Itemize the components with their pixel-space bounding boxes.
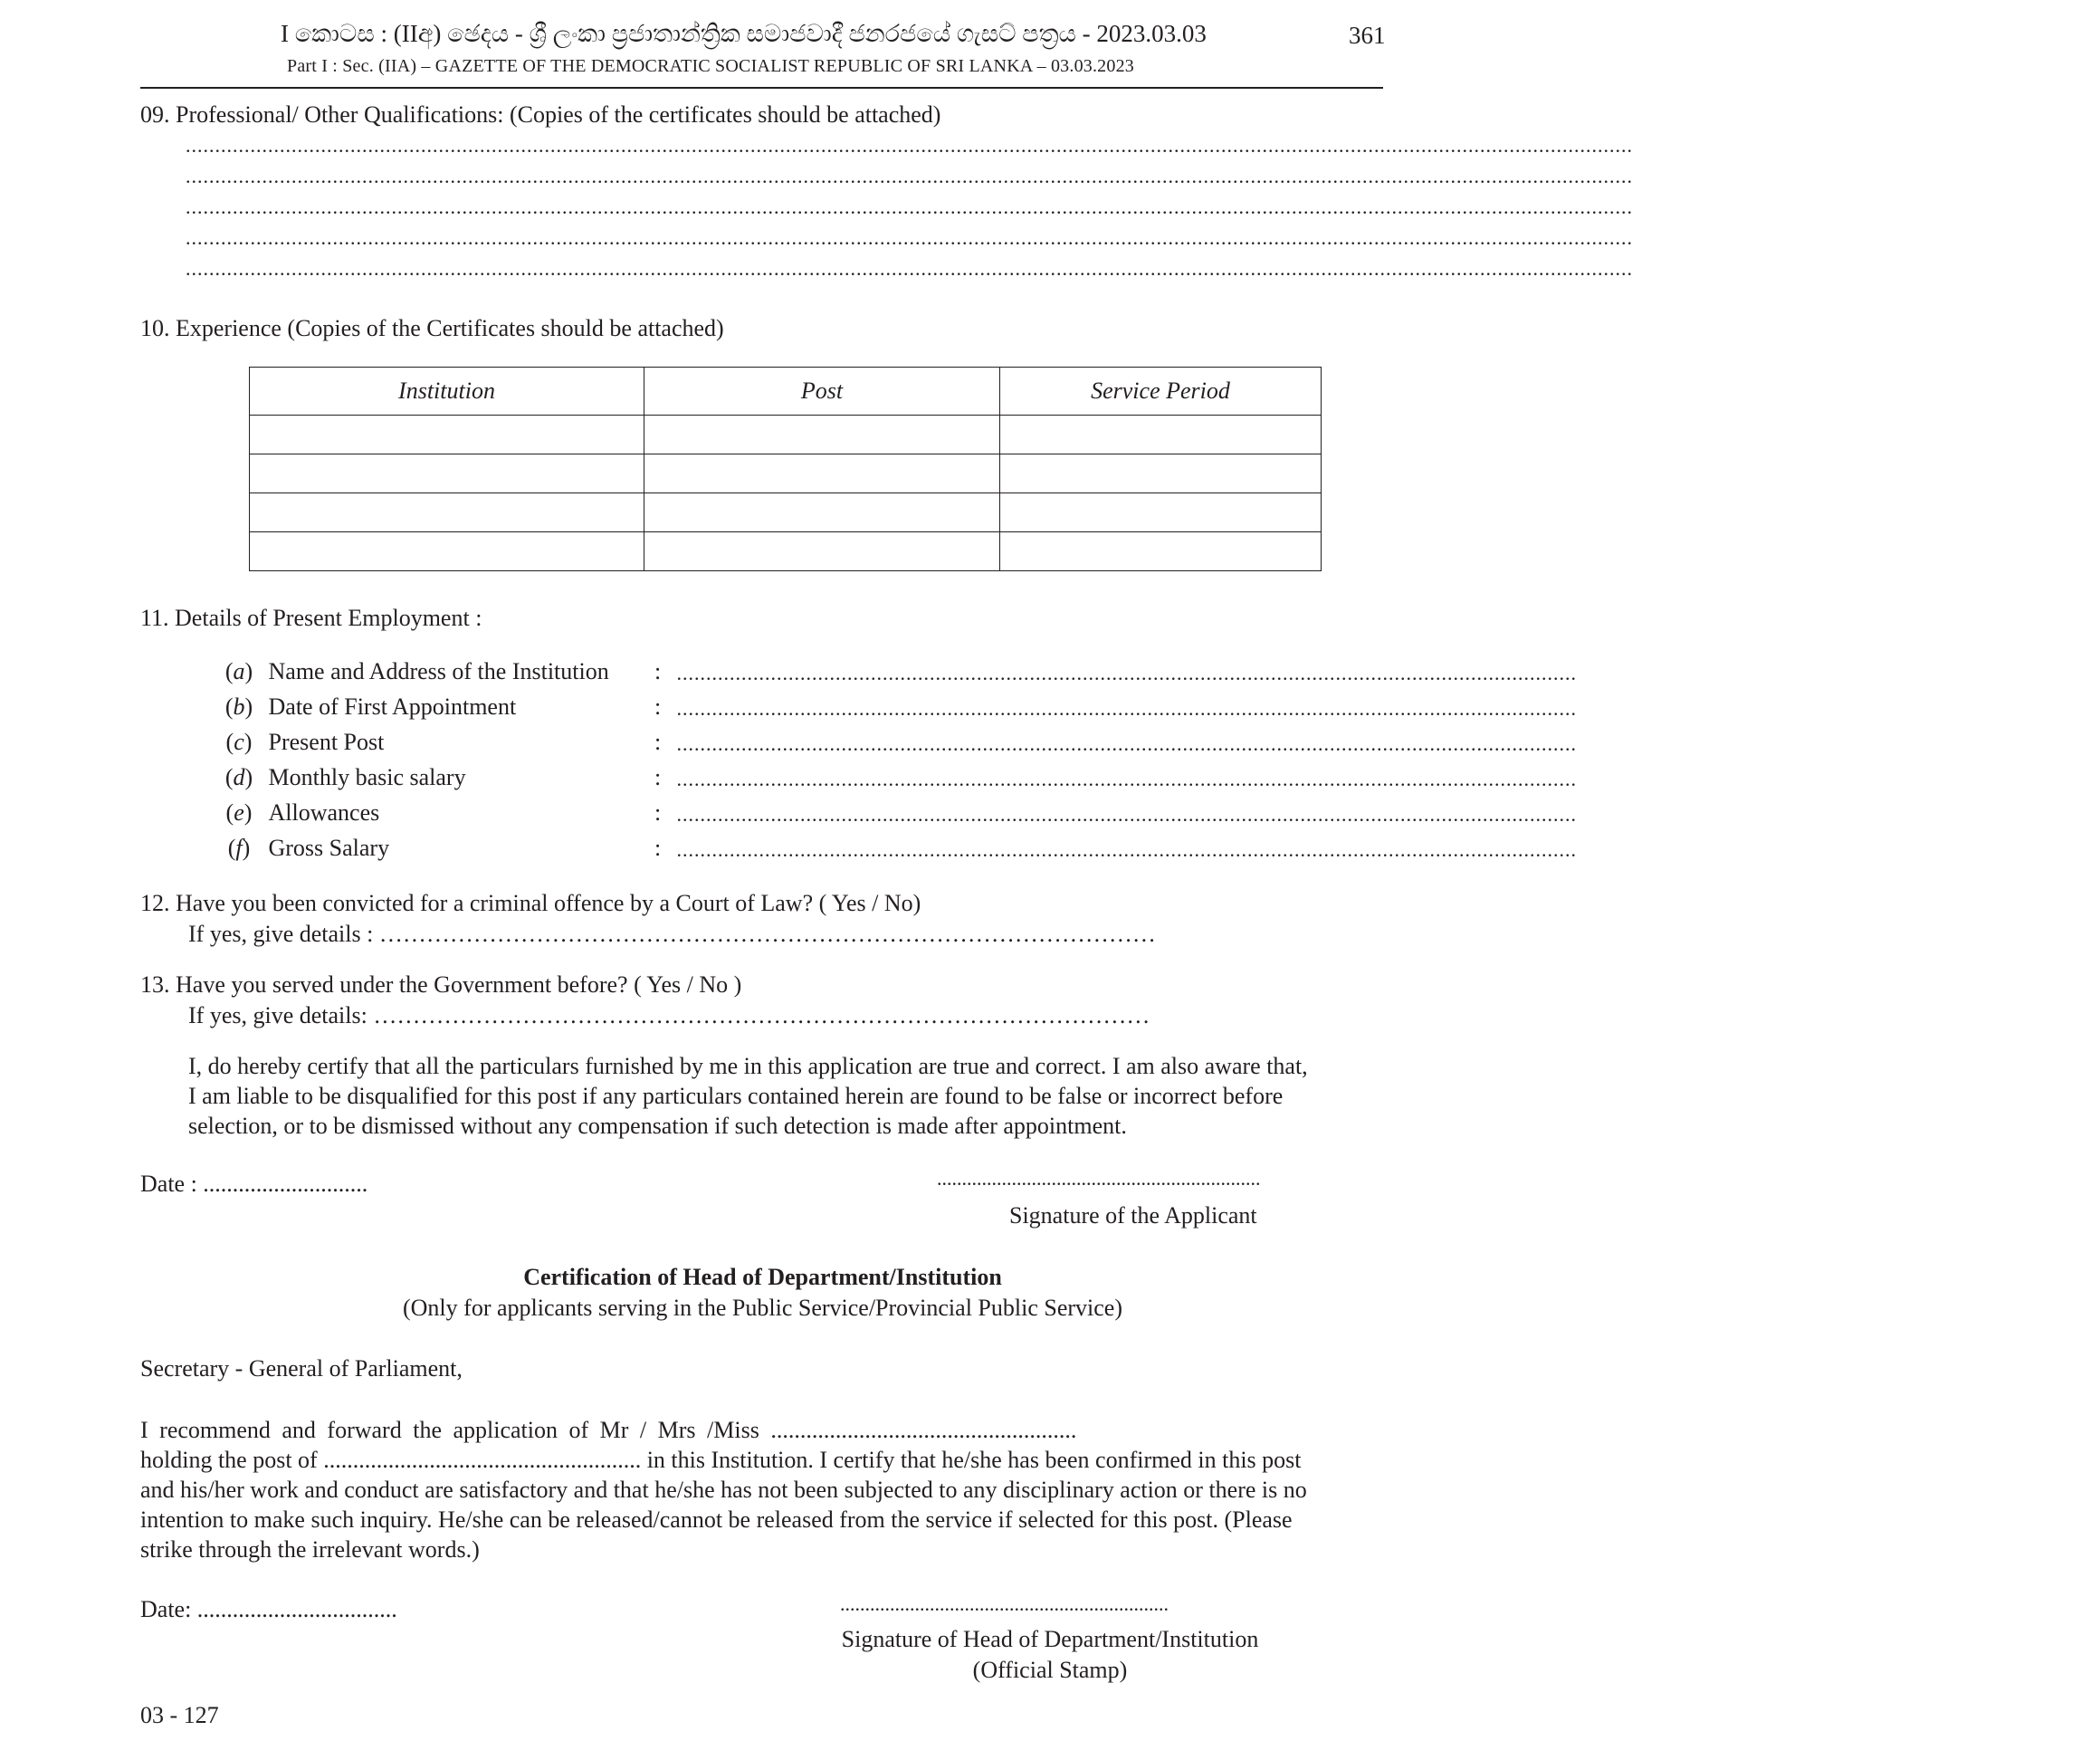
- table-cell[interactable]: [1000, 532, 1322, 571]
- head-date[interactable]: Date: ..................................: [140, 1596, 397, 1622]
- table-row: [250, 532, 1322, 571]
- col-institution: Institution: [250, 368, 644, 416]
- head-signature-line[interactable]: ..................................................................: [840, 1592, 1169, 1615]
- table-row: [250, 493, 1322, 532]
- recommendation-line-2: holding the post of ...................................................... in this Institution. I certify that he/she has been confirmed in this post: [140, 1447, 1302, 1473]
- q10-heading: 10. Experience (Copies of the Certificates should be attached): [140, 315, 724, 341]
- item-colon: :: [654, 729, 662, 755]
- item-letter: e: [234, 799, 244, 826]
- item-letter: f: [235, 835, 243, 861]
- table-cell[interactable]: [644, 493, 1000, 532]
- table-cell[interactable]: [644, 532, 1000, 571]
- table-cell[interactable]: [1000, 416, 1322, 454]
- experience-table: [249, 367, 1322, 571]
- table-header-row: [250, 368, 1322, 416]
- item-label: Gross Salary: [268, 835, 390, 861]
- q09-line-4[interactable]: ......................................................................................................................................................................................................................................................: [186, 226, 1633, 249]
- recommendation-line-4: intention to make such inquiry. He/she can be released/cannot be released from the service if selected for this post. (Please: [140, 1506, 1293, 1533]
- item-letter: d: [233, 764, 245, 790]
- declaration: [188, 1051, 1383, 1141]
- official-stamp-label: (Official Stamp): [972, 1657, 1128, 1683]
- item-label: Allowances: [268, 799, 380, 826]
- item-letter: a: [233, 658, 245, 684]
- item-letter: c: [234, 729, 244, 755]
- table-cell[interactable]: [250, 532, 644, 571]
- table-row: [250, 416, 1322, 454]
- recommendation: [140, 1415, 1383, 1564]
- table-cell[interactable]: [250, 416, 644, 454]
- employment-item-a: (a) Name and Address of the Institution : .........................................................................................................................................................: [224, 658, 1577, 684]
- q12-details[interactable]: If yes, give details : ………………………………………………………………………………………: [188, 921, 1156, 947]
- item-label: Monthly basic salary: [268, 764, 466, 790]
- table-cell[interactable]: [1000, 454, 1322, 493]
- addressee: Secretary - General of Parliament,: [140, 1355, 463, 1382]
- q13-question: 13. Have you served under the Government before? ( Yes / No ): [140, 971, 742, 998]
- applicant-date[interactable]: Date : ............................: [140, 1171, 368, 1197]
- certification-title: Certification of Head of Department/Institution: [523, 1264, 1002, 1290]
- recommendation-line-1: I recommend and forward the application of Mr / Mrs /Miss ....................................................: [140, 1417, 1077, 1443]
- employment-item-d: (d) Monthly basic salary : .........................................................................................................................................................: [224, 764, 1577, 790]
- item-colon: :: [654, 799, 662, 826]
- employment-item-f: (f) Gross Salary : .........................................................................................................................................................: [227, 835, 1577, 861]
- employment-item-c: (c) Present Post : .........................................................................................................................................................: [225, 729, 1577, 755]
- item-colon: :: [654, 764, 662, 790]
- q09-line-3[interactable]: ......................................................................................................................................................................................................................................................: [186, 196, 1633, 218]
- item-field[interactable]: .........................................................................................................................................................: [676, 697, 1577, 720]
- item-label: Name and Address of the Institution: [268, 658, 609, 684]
- certification-subtitle: (Only for applicants serving in the Public Service/Provincial Public Service): [403, 1295, 1122, 1321]
- table-row: [250, 454, 1322, 493]
- q09-line-5[interactable]: ......................................................................................................................................................................................................................................................: [186, 257, 1633, 280]
- q09-heading: 09. Professional/ Other Qualifications: (Copies of the certificates should be attached): [140, 101, 941, 128]
- recommendation-line-3: and his/her work and conduct are satisfactory and that he/she has not been subjected to any disciplinary action or there is no: [140, 1477, 1307, 1503]
- head-signature-label: Signature of Head of Department/Institution: [841, 1626, 1259, 1652]
- footer-code: 03 - 127: [140, 1702, 219, 1728]
- page-number: 361: [1349, 22, 1386, 49]
- declaration-line-2: I am liable to be disqualified for this post if any particulars contained herein are found to be false or incorrect before: [188, 1083, 1284, 1109]
- item-colon: :: [654, 693, 662, 720]
- q12-question: 12. Have you been convicted for a criminal offence by a Court of Law? ( Yes / No): [140, 890, 921, 916]
- item-field[interactable]: .........................................................................................................................................................: [676, 768, 1577, 790]
- employment-item-b: (b) Date of First Appointment : .........................................................................................................................................................: [224, 693, 1577, 720]
- recommendation-line-5: strike through the irrelevant words.): [140, 1536, 480, 1563]
- q11-heading: 11. Details of Present Employment :: [140, 605, 482, 631]
- q13-details[interactable]: If yes, give details: ………………………………………………………………………………………: [188, 1002, 1150, 1028]
- q09-line-2[interactable]: ......................................................................................................................................................................................................................................................: [186, 165, 1633, 187]
- item-letter: b: [233, 693, 245, 720]
- applicant-signature-label: Signature of the Applicant: [1009, 1202, 1257, 1229]
- table-cell[interactable]: [250, 493, 644, 532]
- header-english: Part I : Sec. (IIA) – GAZETTE OF THE DEMOCRATIC SOCIALIST REPUBLIC OF SRI LANKA – 03.03.2023: [287, 56, 1134, 76]
- applicant-signature-line[interactable]: .................................................................: [937, 1167, 1261, 1190]
- item-label: Date of First Appointment: [268, 693, 517, 720]
- employment-item-e: (e) Allowances : .........................................................................................................................................................: [225, 799, 1577, 826]
- item-field[interactable]: .........................................................................................................................................................: [676, 732, 1577, 755]
- declaration-line-1: I, do hereby certify that all the particulars furnished by me in this application are true and correct. I am also aware that,: [188, 1053, 1308, 1079]
- item-label: Present Post: [268, 729, 385, 755]
- table-cell[interactable]: [644, 454, 1000, 493]
- col-post: Post: [644, 368, 1000, 416]
- item-field[interactable]: .........................................................................................................................................................: [676, 838, 1577, 861]
- declaration-line-3: selection, or to be dismissed without any compensation if such detection is made after appointment.: [188, 1113, 1127, 1139]
- col-service-period: Service Period: [1000, 368, 1322, 416]
- header-sinhala: I කොටස : (IIඅ) ඡෙදය - ශ්‍රී ලංකා ප්‍රජාතාන්ත්‍රික සමාජවාදී ජනරජයේ ගැසට් පත්‍රය - 2023.03.03: [281, 20, 1207, 47]
- table-cell[interactable]: [1000, 493, 1322, 532]
- item-colon: :: [654, 658, 662, 684]
- table-cell[interactable]: [644, 416, 1000, 454]
- header-rule: [140, 87, 1383, 89]
- item-field[interactable]: .........................................................................................................................................................: [676, 662, 1577, 684]
- q09-line-1[interactable]: ......................................................................................................................................................................................................................................................: [186, 134, 1633, 157]
- item-colon: :: [654, 835, 662, 861]
- item-field[interactable]: .........................................................................................................................................................: [676, 803, 1577, 826]
- table-cell[interactable]: [250, 454, 644, 493]
